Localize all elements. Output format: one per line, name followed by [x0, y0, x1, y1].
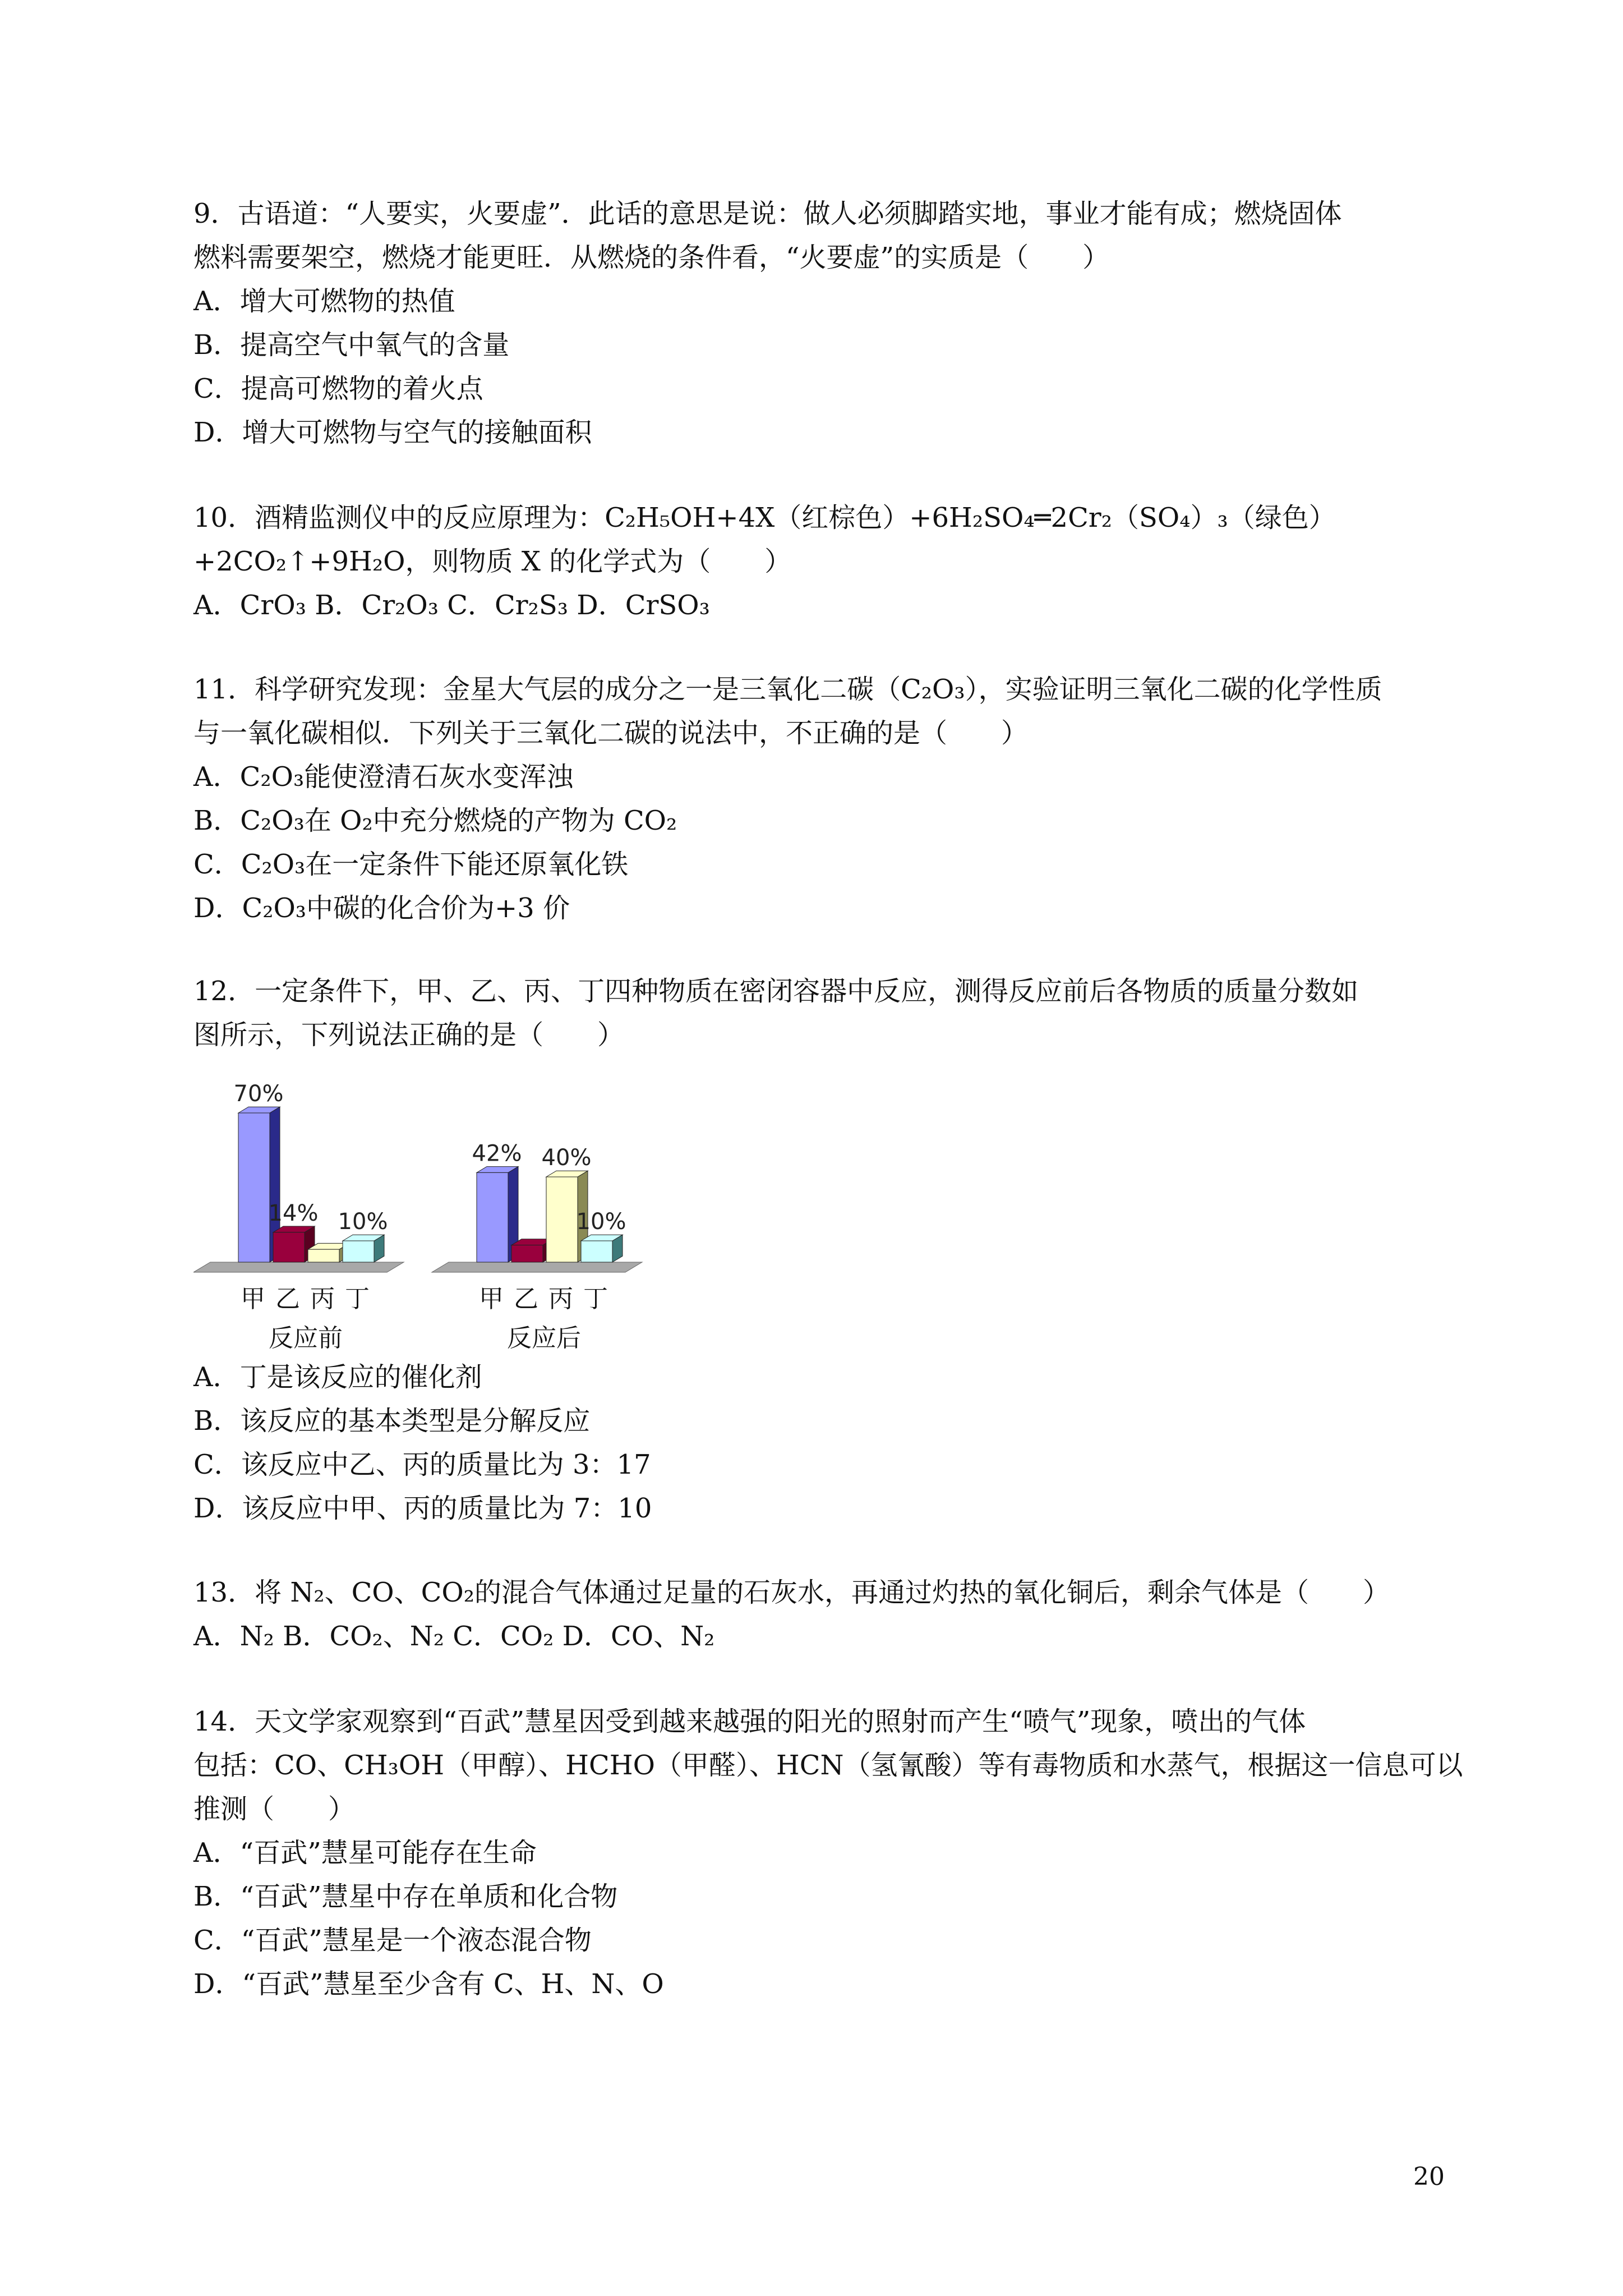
- category-label: 甲: [479, 1285, 504, 1313]
- question-9: [193, 192, 1444, 454]
- option-d: D．“百武”慧星至少含有 C、H、N、O: [193, 1968, 664, 2000]
- option-d: D．该反应中甲、丙的质量比为 7：10: [193, 1493, 652, 1524]
- chart-floor: [193, 1262, 404, 1272]
- question-text: 图所示，下列说法正确的是（ ）: [193, 1019, 625, 1051]
- bar-value-label: 10%: [338, 1209, 388, 1235]
- option-d: D．增大可燃物与空气的接触面积: [193, 417, 592, 448]
- question-12: [193, 969, 1444, 1057]
- bar: [238, 1113, 270, 1262]
- question-12-options: [193, 1355, 1444, 1530]
- option-c: C．提高可燃物的着火点: [193, 373, 483, 404]
- question-text: 与一氧化碳相似．下列关于三氧化二碳的说法中，不正确的是（ ）: [193, 717, 1029, 749]
- page-number: 20: [1413, 2162, 1445, 2191]
- option-a: A．“百武”慧星可能存在生命: [193, 1837, 537, 1869]
- option-b: B．该反应的基本类型是分解反应: [193, 1405, 591, 1437]
- question-text: 9．古语道：“人要实，火要虚”．此话的意思是说：做人必须脚踏实地，事业才能有成；燃烧固体: [193, 198, 1342, 229]
- option-b: B．提高空气中氧气的含量: [193, 329, 510, 361]
- category-label: 丙: [548, 1285, 573, 1313]
- bar: [581, 1241, 612, 1262]
- category-label: 丁: [345, 1285, 370, 1313]
- chart-floor: [432, 1262, 642, 1272]
- question-13: [193, 1571, 1444, 1658]
- option-b: B．C₂O₃在 O₂中充分燃烧的产物为 CO₂: [193, 805, 677, 836]
- mass-fraction-chart: [193, 1060, 715, 1358]
- bar: [273, 1232, 305, 1262]
- bar-value-label: 42%: [472, 1140, 522, 1167]
- category-label: 甲: [241, 1285, 265, 1313]
- category-label: 乙: [275, 1285, 300, 1313]
- group-label: 反应前: [269, 1324, 343, 1352]
- question-text: 11．科学研究发现：金星大气层的成分之一是三氧化二碳（C₂O₃），实验证明三氧化二碳的化学性质: [193, 674, 1382, 705]
- options-inline: A．N₂ B．CO₂、N₂ C．CO₂ D．CO、N₂: [193, 1621, 715, 1652]
- bar-value-label: 10%: [576, 1209, 626, 1235]
- question-text: 包括：CO、CH₃OH（甲醇）、HCHO（甲醛）、HCN（氢氰酸）等有毒物质和水蒸气，根据这一信息可以: [193, 1750, 1463, 1781]
- bar: [343, 1241, 374, 1262]
- option-c: C．该反应中乙、丙的质量比为 3：17: [193, 1449, 651, 1480]
- option-d: D．C₂O₃中碳的化合价为+3 价: [193, 892, 570, 924]
- options-inline: A．CrO₃ B．Cr₂O₃ C．Cr₂S₃ D．CrSO₃: [193, 590, 710, 621]
- category-label: 丁: [583, 1285, 608, 1313]
- option-c: C．C₂O₃在一定条件下能还原氧化铁: [193, 849, 629, 880]
- option-a: A．增大可燃物的热值: [193, 286, 455, 317]
- question-text: 13．将 N₂、CO、CO₂的混合气体通过足量的石灰水，再通过灼热的氧化铜后，剩余气体是（ ）: [193, 1577, 1390, 1608]
- question-14: [193, 1700, 1463, 2006]
- bar-value-label: 14%: [268, 1200, 319, 1226]
- option-a: A．丁是该反应的催化剂: [193, 1361, 482, 1393]
- question-11: [193, 668, 1444, 930]
- group-label: 反应后: [507, 1324, 581, 1352]
- question-10: [193, 496, 1444, 627]
- bar: [546, 1177, 578, 1262]
- bar-value-label: 70%: [233, 1081, 284, 1107]
- category-label: 丙: [310, 1285, 335, 1313]
- option-a: A．C₂O₃能使澄清石灰水变浑浊: [193, 761, 574, 793]
- category-label: 乙: [514, 1285, 538, 1313]
- bar: [477, 1172, 508, 1262]
- question-text: 推测（ ）: [193, 1793, 356, 1825]
- chart-svg: [193, 1060, 715, 1358]
- question-text: 燃料需要架空，燃烧才能更旺．从燃烧的条件看，“火要虚”的实质是（ ）: [193, 242, 1110, 273]
- bar-value-label: 40%: [541, 1145, 592, 1171]
- question-text: 14．天文学家观察到“百武”慧星因受到越来越强的阳光的照射而产生“喷气”现象，喷出的气体: [193, 1706, 1306, 1737]
- bar: [308, 1249, 339, 1262]
- question-text: 10．酒精监测仪中的反应原理为：C₂H₅OH+4X（红棕色）+6H₂SO₄═2Cr₂（SO₄）₃（绿色）: [193, 502, 1336, 533]
- question-text: 12．一定条件下，甲、乙、丙、丁四种物质在密闭容器中反应，测得反应前后各物质的质量分数如: [193, 976, 1359, 1007]
- bar: [511, 1245, 543, 1262]
- option-c: C．“百武”慧星是一个液态混合物: [193, 1925, 592, 1956]
- question-text: +2CO₂↑+9H₂O，则物质 X 的化学式为（ ）: [193, 546, 792, 577]
- option-b: B．“百武”慧星中存在单质和化合物: [193, 1881, 618, 1912]
